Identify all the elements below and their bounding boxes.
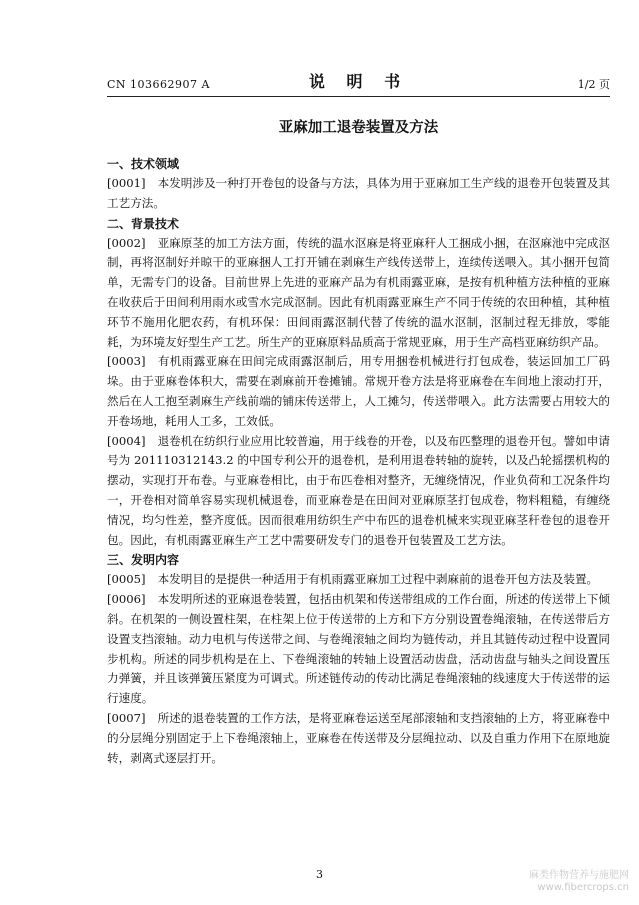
watermark-url: www.fibercrops.cn	[537, 882, 629, 893]
doc-number: CN 103662907 A	[107, 78, 210, 91]
paragraph-text: 所述的退卷装置的工作方法，是将亚麻卷运送至尾部滚轴和支挡滚轴的上方，将亚麻卷中的分层绳分别固定于上下卷绳滚轴上，亚麻卷在传送带及分层绳拉动、以及自重力作用下在原地旋转，剥离式逐层打开。	[107, 710, 610, 765]
paragraph-text: 本发明涉及一种打开卷包的设备与方法，具体为用于亚麻加工生产线的退卷开包装置及其工艺方法。	[107, 176, 610, 210]
paragraph-0003	[107, 352, 610, 431]
paragraph-number: [0003]	[107, 354, 146, 369]
paragraph-number: [0001]	[107, 176, 146, 190]
paragraph-number: [0006]	[107, 592, 146, 607]
paragraph-0005	[107, 570, 610, 590]
paragraph-text: 亚麻原茎的加工方法方面，传统的温水沤麻是将亚麻秆人工捆成小捆，在沤麻池中完成沤制，再将沤制好并晾干的亚麻捆人工打开铺在剥麻生产线传送带上，连续传送喂入。其小捆开包简单，无需专门的设备。目前世界上先进的亚麻产品为有机雨露亚麻，是按有机种植方法种植的亚麻在收获后于田间利用雨水或雪水完成沤制。因此有机雨露亚麻生产不同于传统的农田种植，其种植环节不施用化肥农药，有机环保：田间雨露沤制代替了传统的温水沤制，沤制过程无排放，零能耗，为环境友好型生产工艺。所生产的亚麻原料品质高于常规亚麻，用于生产高档亚麻纺织产品。	[107, 235, 610, 349]
watermark	[529, 870, 629, 894]
section-heading: 二、背景技术	[107, 216, 180, 231]
paragraph-0001	[107, 174, 610, 214]
section-heading: 三、发明内容	[107, 553, 180, 568]
page-header	[107, 72, 610, 94]
section-invention-content	[107, 550, 610, 768]
watermark-site-name: 麻类作物营养与施肥网	[529, 870, 629, 881]
paragraph-number: [0007]	[107, 710, 146, 725]
paragraph-number: [0004]	[107, 433, 146, 448]
paragraph-0004	[107, 432, 610, 551]
paragraph-text: 有机雨露亚麻在田间完成雨露沤制后，用专用捆卷机械进行打包成卷，装运回加工厂码垛。由于亚麻卷体积大，需要在剥麻前开卷摊铺。常规开卷方法是将亚麻卷在车间地上滚动打开，然后在人工抱至剥麻生产线前端的铺床传送带上，人工摊匀，传送带喂入。此方法需要占用较大的开卷场地，耗用人工多，工效低。	[107, 354, 610, 428]
section-title: 说 明 书	[308, 72, 409, 91]
page-info: 1/2 页	[577, 78, 610, 91]
header-divider	[107, 96, 610, 97]
document-title: 亚麻加工退卷装置及方法	[278, 119, 439, 136]
paragraph-text: 本发明所述的亚麻退卷装置，包括由机架和传送带组成的工作台面，所述的传送带上下倾斜。在机架的一侧设置柱架，在柱架上位于传送带的上方和下方分别设置卷绳滚轴，在传送带后方设置支挡滚轴。动力电机与传送带之间、与卷绳滚轴之间均为链传动，并且其链传动过程中设置同步机构。所述的同步机构是在上、下卷绳滚轴的转轴上设置活动齿盘，活动齿盘与轴头之间设置压力弹簧，并且该弹簧压紧度为可调式。所述链传动的传动比满足卷绳滚轴的线速度大于传送带的运行速度。	[107, 592, 610, 706]
paragraph-0002	[107, 234, 610, 353]
document-body	[107, 154, 610, 768]
section-technical-field	[107, 154, 610, 214]
paragraph-0006	[107, 590, 610, 709]
section-heading: 一、技术领域	[107, 157, 180, 171]
paragraph-number: [0005]	[107, 572, 146, 587]
paragraph-number: [0002]	[107, 235, 146, 250]
section-background	[107, 214, 610, 551]
paragraph-0007	[107, 709, 610, 768]
paragraph-text: 退卷机在纺织行业应用比较普遍，用于线卷的开卷，以及布匹整理的退卷开包。譬如申请号为 201110312143.2 的中国专利公开的退卷机，是利用退卷转轴的旋转，以及凸轮摇摆机构的摆动，实现打开布卷。与亚麻卷相比，由于布匹卷相对整齐，无缠绕情况，作业负荷和工况条件均一，开卷相对简单容易实现机械退卷，而亚麻卷是在田间对亚麻原茎打包成卷，物料粗糙，有缠绕情况，均匀性差，整齐度低。因而很难用纺织生产中布匹的退卷机械来实现亚麻茎秆卷包的退卷开包。因此，有机雨露亚麻生产工艺中需要研发专门的退卷开包装置及工艺方法。	[107, 433, 610, 547]
paragraph-text: 本发明目的是提供一种适用于有机雨露亚麻加工过程中剥麻前的退卷开包方法及装置。	[157, 572, 599, 587]
page-number: 3	[316, 868, 323, 881]
